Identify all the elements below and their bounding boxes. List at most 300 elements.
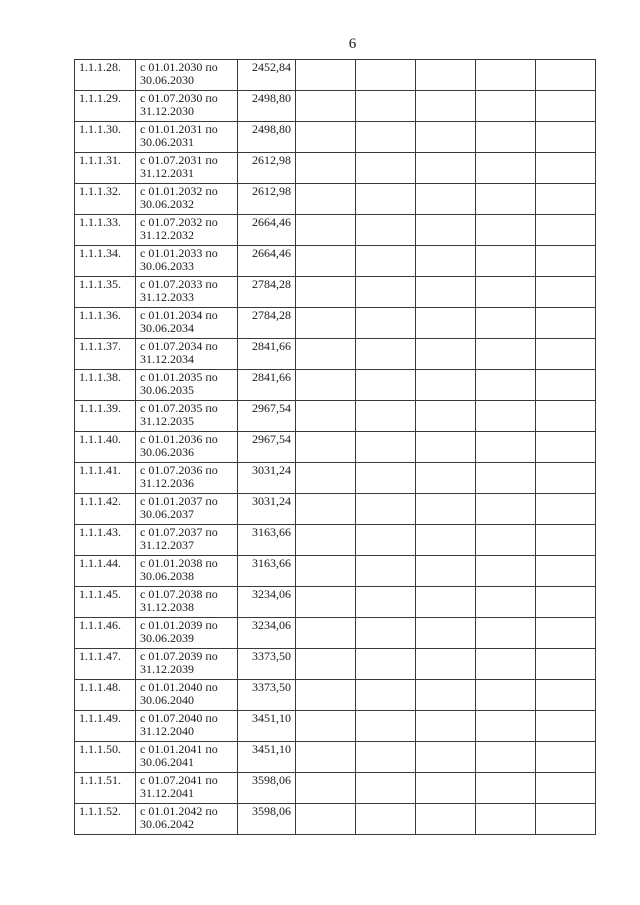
empty-cell: [476, 246, 536, 277]
tariff-value: 3598,06: [252, 773, 291, 787]
tariff-value: 2664,46: [252, 215, 291, 229]
tariff-value: 2612,98: [252, 184, 291, 198]
row-number: 1.1.1.46.: [79, 618, 121, 632]
empty-cell: [416, 246, 476, 277]
empty-cell: [296, 680, 356, 711]
row-number: 1.1.1.42.: [79, 494, 121, 508]
period-from: с 01.01.2036 по: [140, 432, 218, 446]
period-to: 30.06.2030: [140, 73, 194, 87]
period-to: 31.12.2033: [140, 290, 194, 304]
empty-cell: [356, 587, 416, 618]
period-cell: [136, 494, 238, 525]
empty-cell: [356, 401, 416, 432]
table-row: [75, 525, 596, 556]
row-number: 1.1.1.32.: [79, 184, 121, 198]
period-cell: [136, 680, 238, 711]
value-cell: [238, 370, 296, 401]
tariff-value: 2664,46: [252, 246, 291, 260]
empty-cell: [536, 618, 596, 649]
empty-cell: [356, 525, 416, 556]
row-number: 1.1.1.30.: [79, 122, 121, 136]
empty-cell: [476, 215, 536, 246]
empty-cell: [296, 153, 356, 184]
period-cell: [136, 277, 238, 308]
tariff-value: 3598,06: [252, 804, 291, 818]
empty-cell: [536, 122, 596, 153]
empty-cell: [416, 618, 476, 649]
period-to: 31.12.2041: [140, 786, 194, 800]
row-number-cell: [75, 91, 136, 122]
row-number: 1.1.1.28.: [79, 60, 121, 74]
empty-cell: [476, 773, 536, 804]
row-number-cell: [75, 556, 136, 587]
empty-cell: [536, 277, 596, 308]
empty-cell: [356, 122, 416, 153]
row-number: 1.1.1.49.: [79, 711, 121, 725]
empty-cell: [296, 91, 356, 122]
empty-cell: [416, 463, 476, 494]
empty-cell: [296, 308, 356, 339]
table-row: [75, 91, 596, 122]
tariff-value: 2452,84: [252, 60, 291, 74]
table-body: [75, 60, 596, 835]
value-cell: [238, 184, 296, 215]
value-cell: [238, 215, 296, 246]
empty-cell: [476, 60, 536, 91]
tariff-value: 3373,50: [252, 649, 291, 663]
period-from: с 01.07.2039 по: [140, 649, 218, 663]
period-to: 30.06.2037: [140, 507, 194, 521]
empty-cell: [416, 649, 476, 680]
period-cell: [136, 463, 238, 494]
period-to: 30.06.2032: [140, 197, 194, 211]
table-row: [75, 494, 596, 525]
empty-cell: [476, 587, 536, 618]
row-number: 1.1.1.33.: [79, 215, 121, 229]
period-cell: [136, 432, 238, 463]
tariff-value: 3234,06: [252, 587, 291, 601]
empty-cell: [416, 91, 476, 122]
period-from: с 01.07.2040 по: [140, 711, 218, 725]
row-number-cell: [75, 60, 136, 91]
empty-cell: [536, 184, 596, 215]
value-cell: [238, 246, 296, 277]
row-number-cell: [75, 308, 136, 339]
empty-cell: [416, 308, 476, 339]
table-row: [75, 277, 596, 308]
empty-cell: [476, 525, 536, 556]
value-cell: [238, 60, 296, 91]
empty-cell: [536, 711, 596, 742]
empty-cell: [416, 370, 476, 401]
row-number-cell: [75, 215, 136, 246]
period-cell: [136, 60, 238, 91]
row-number: 1.1.1.37.: [79, 339, 121, 353]
period-to: 31.12.2038: [140, 600, 194, 614]
empty-cell: [536, 91, 596, 122]
tariff-value: 3451,10: [252, 711, 291, 725]
period-from: с 01.01.2033 по: [140, 246, 218, 260]
empty-cell: [416, 60, 476, 91]
row-number-cell: [75, 494, 136, 525]
row-number-cell: [75, 680, 136, 711]
period-from: с 01.07.2034 по: [140, 339, 218, 353]
empty-cell: [296, 525, 356, 556]
period-cell: [136, 649, 238, 680]
period-to: 30.06.2036: [140, 445, 194, 459]
row-number: 1.1.1.52.: [79, 804, 121, 818]
empty-cell: [356, 308, 416, 339]
period-cell: [136, 370, 238, 401]
empty-cell: [356, 215, 416, 246]
row-number-cell: [75, 339, 136, 370]
tariff-value: 3234,06: [252, 618, 291, 632]
empty-cell: [356, 370, 416, 401]
value-cell: [238, 742, 296, 773]
empty-cell: [296, 618, 356, 649]
value-cell: [238, 711, 296, 742]
row-number: 1.1.1.41.: [79, 463, 121, 477]
empty-cell: [476, 618, 536, 649]
row-number-cell: [75, 463, 136, 494]
row-number-cell: [75, 742, 136, 773]
empty-cell: [356, 153, 416, 184]
value-cell: [238, 494, 296, 525]
period-to: 30.06.2035: [140, 383, 194, 397]
table-row: [75, 649, 596, 680]
tariff-value: 2841,66: [252, 339, 291, 353]
period-to: 31.12.2035: [140, 414, 194, 428]
empty-cell: [416, 556, 476, 587]
period-to: 30.06.2042: [140, 817, 194, 831]
empty-cell: [356, 804, 416, 835]
table-row: [75, 370, 596, 401]
empty-cell: [476, 680, 536, 711]
value-cell: [238, 587, 296, 618]
row-number: 1.1.1.43.: [79, 525, 121, 539]
empty-cell: [356, 339, 416, 370]
value-cell: [238, 649, 296, 680]
empty-cell: [476, 742, 536, 773]
empty-cell: [356, 432, 416, 463]
row-number: 1.1.1.29.: [79, 91, 121, 105]
period-to: 31.12.2037: [140, 538, 194, 552]
period-cell: [136, 308, 238, 339]
period-from: с 01.07.2036 по: [140, 463, 218, 477]
period-to: 30.06.2034: [140, 321, 194, 335]
tariff-value: 2841,66: [252, 370, 291, 384]
table-row: [75, 742, 596, 773]
empty-cell: [536, 246, 596, 277]
empty-cell: [296, 587, 356, 618]
period-to: 31.12.2034: [140, 352, 194, 366]
period-cell: [136, 401, 238, 432]
table-row: [75, 184, 596, 215]
table-row: [75, 587, 596, 618]
row-number: 1.1.1.36.: [79, 308, 121, 322]
empty-cell: [476, 649, 536, 680]
value-cell: [238, 804, 296, 835]
row-number-cell: [75, 587, 136, 618]
empty-cell: [536, 308, 596, 339]
empty-cell: [416, 215, 476, 246]
value-cell: [238, 525, 296, 556]
empty-cell: [416, 339, 476, 370]
empty-cell: [296, 401, 356, 432]
empty-cell: [356, 277, 416, 308]
empty-cell: [356, 649, 416, 680]
row-number-cell: [75, 277, 136, 308]
period-from: с 01.07.2032 по: [140, 215, 218, 229]
empty-cell: [296, 432, 356, 463]
tariff-value: 2967,54: [252, 401, 291, 415]
value-cell: [238, 680, 296, 711]
period-to: 31.12.2032: [140, 228, 194, 242]
empty-cell: [356, 246, 416, 277]
period-cell: [136, 184, 238, 215]
empty-cell: [476, 804, 536, 835]
row-number-cell: [75, 122, 136, 153]
empty-cell: [476, 556, 536, 587]
period-from: с 01.01.2032 по: [140, 184, 218, 198]
period-cell: [136, 773, 238, 804]
empty-cell: [356, 91, 416, 122]
row-number-cell: [75, 804, 136, 835]
period-cell: [136, 804, 238, 835]
row-number-cell: [75, 246, 136, 277]
period-cell: [136, 339, 238, 370]
period-from: с 01.07.2041 по: [140, 773, 218, 787]
value-cell: [238, 432, 296, 463]
empty-cell: [416, 122, 476, 153]
period-from: с 01.01.2040 по: [140, 680, 218, 694]
empty-cell: [476, 370, 536, 401]
row-number: 1.1.1.48.: [79, 680, 121, 694]
row-number-cell: [75, 649, 136, 680]
table-row: [75, 60, 596, 91]
table-row: [75, 432, 596, 463]
empty-cell: [296, 277, 356, 308]
row-number: 1.1.1.31.: [79, 153, 121, 167]
empty-cell: [536, 649, 596, 680]
row-number-cell: [75, 525, 136, 556]
empty-cell: [416, 742, 476, 773]
period-to: 31.12.2031: [140, 166, 194, 180]
empty-cell: [356, 711, 416, 742]
empty-cell: [356, 60, 416, 91]
period-cell: [136, 587, 238, 618]
tariff-value: 2784,28: [252, 308, 291, 322]
table-row: [75, 215, 596, 246]
empty-cell: [476, 153, 536, 184]
empty-cell: [476, 401, 536, 432]
empty-cell: [476, 184, 536, 215]
value-cell: [238, 463, 296, 494]
row-number: 1.1.1.34.: [79, 246, 121, 260]
tariff-table: [74, 59, 596, 835]
period-from: с 01.07.2030 по: [140, 91, 218, 105]
row-number-cell: [75, 401, 136, 432]
period-cell: [136, 215, 238, 246]
period-to: 30.06.2031: [140, 135, 194, 149]
empty-cell: [296, 184, 356, 215]
period-to: 30.06.2041: [140, 755, 194, 769]
empty-cell: [296, 556, 356, 587]
tariff-value: 2784,28: [252, 277, 291, 291]
period-from: с 01.01.2035 по: [140, 370, 218, 384]
empty-cell: [416, 525, 476, 556]
row-number-cell: [75, 370, 136, 401]
empty-cell: [296, 339, 356, 370]
empty-cell: [356, 494, 416, 525]
empty-cell: [296, 215, 356, 246]
period-to: 30.06.2033: [140, 259, 194, 273]
period-to: 30.06.2040: [140, 693, 194, 707]
table-row: [75, 308, 596, 339]
empty-cell: [536, 525, 596, 556]
period-cell: [136, 556, 238, 587]
period-to: 31.12.2036: [140, 476, 194, 490]
value-cell: [238, 401, 296, 432]
empty-cell: [296, 742, 356, 773]
empty-cell: [356, 773, 416, 804]
empty-cell: [296, 246, 356, 277]
table-row: [75, 680, 596, 711]
table-row: [75, 804, 596, 835]
table-row: [75, 122, 596, 153]
tariff-value: 3451,10: [252, 742, 291, 756]
empty-cell: [536, 432, 596, 463]
empty-cell: [356, 618, 416, 649]
value-cell: [238, 339, 296, 370]
table-row: [75, 773, 596, 804]
table-row: [75, 618, 596, 649]
period-from: с 01.07.2037 по: [140, 525, 218, 539]
value-cell: [238, 773, 296, 804]
empty-cell: [476, 277, 536, 308]
empty-cell: [296, 370, 356, 401]
row-number: 1.1.1.50.: [79, 742, 121, 756]
period-from: с 01.01.2030 по: [140, 60, 218, 74]
row-number-cell: [75, 711, 136, 742]
empty-cell: [476, 339, 536, 370]
period-cell: [136, 122, 238, 153]
empty-cell: [416, 401, 476, 432]
period-cell: [136, 246, 238, 277]
tariff-table-container: [74, 59, 596, 835]
table-row: [75, 246, 596, 277]
empty-cell: [296, 711, 356, 742]
tariff-value: 3163,66: [252, 556, 291, 570]
empty-cell: [476, 711, 536, 742]
period-to: 31.12.2030: [140, 104, 194, 118]
empty-cell: [416, 773, 476, 804]
row-number: 1.1.1.45.: [79, 587, 121, 601]
empty-cell: [296, 773, 356, 804]
empty-cell: [536, 680, 596, 711]
period-from: с 01.01.2041 по: [140, 742, 218, 756]
empty-cell: [536, 742, 596, 773]
row-number: 1.1.1.44.: [79, 556, 121, 570]
empty-cell: [416, 804, 476, 835]
table-row: [75, 556, 596, 587]
row-number-cell: [75, 773, 136, 804]
empty-cell: [296, 463, 356, 494]
period-cell: [136, 742, 238, 773]
value-cell: [238, 556, 296, 587]
empty-cell: [296, 122, 356, 153]
empty-cell: [476, 463, 536, 494]
period-to: 30.06.2039: [140, 631, 194, 645]
tariff-value: 3373,50: [252, 680, 291, 694]
table-row: [75, 711, 596, 742]
row-number: 1.1.1.39.: [79, 401, 121, 415]
period-cell: [136, 618, 238, 649]
row-number: 1.1.1.47.: [79, 649, 121, 663]
page-number: 6: [348, 36, 357, 52]
period-cell: [136, 711, 238, 742]
period-from: с 01.01.2042 по: [140, 804, 218, 818]
empty-cell: [296, 804, 356, 835]
table-row: [75, 401, 596, 432]
period-from: с 01.07.2031 по: [140, 153, 218, 167]
tariff-value: 3163,66: [252, 525, 291, 539]
row-number-cell: [75, 618, 136, 649]
empty-cell: [356, 556, 416, 587]
value-cell: [238, 308, 296, 339]
table-row: [75, 153, 596, 184]
period-from: с 01.07.2033 по: [140, 277, 218, 291]
empty-cell: [536, 463, 596, 494]
period-to: 31.12.2039: [140, 662, 194, 676]
empty-cell: [356, 184, 416, 215]
empty-cell: [476, 494, 536, 525]
value-cell: [238, 618, 296, 649]
tariff-value: 2967,54: [252, 432, 291, 446]
tariff-value: 3031,24: [252, 494, 291, 508]
empty-cell: [536, 401, 596, 432]
row-number: 1.1.1.51.: [79, 773, 121, 787]
empty-cell: [356, 742, 416, 773]
period-from: с 01.01.2038 по: [140, 556, 218, 570]
tariff-value: 2498,80: [252, 91, 291, 105]
row-number-cell: [75, 184, 136, 215]
period-cell: [136, 91, 238, 122]
empty-cell: [536, 370, 596, 401]
empty-cell: [356, 680, 416, 711]
empty-cell: [536, 556, 596, 587]
period-from: с 01.01.2034 по: [140, 308, 218, 322]
period-from: с 01.07.2038 по: [140, 587, 218, 601]
period-to: 31.12.2040: [140, 724, 194, 738]
empty-cell: [296, 60, 356, 91]
tariff-value: 3031,24: [252, 463, 291, 477]
empty-cell: [296, 649, 356, 680]
row-number: 1.1.1.35.: [79, 277, 121, 291]
period-from: с 01.01.2031 по: [140, 122, 218, 136]
tariff-value: 2498,80: [252, 122, 291, 136]
empty-cell: [416, 587, 476, 618]
period-from: с 01.01.2037 по: [140, 494, 218, 508]
empty-cell: [416, 277, 476, 308]
period-from: с 01.01.2039 по: [140, 618, 218, 632]
row-number-cell: [75, 153, 136, 184]
empty-cell: [536, 587, 596, 618]
empty-cell: [416, 680, 476, 711]
empty-cell: [536, 804, 596, 835]
row-number: 1.1.1.38.: [79, 370, 121, 384]
empty-cell: [476, 308, 536, 339]
